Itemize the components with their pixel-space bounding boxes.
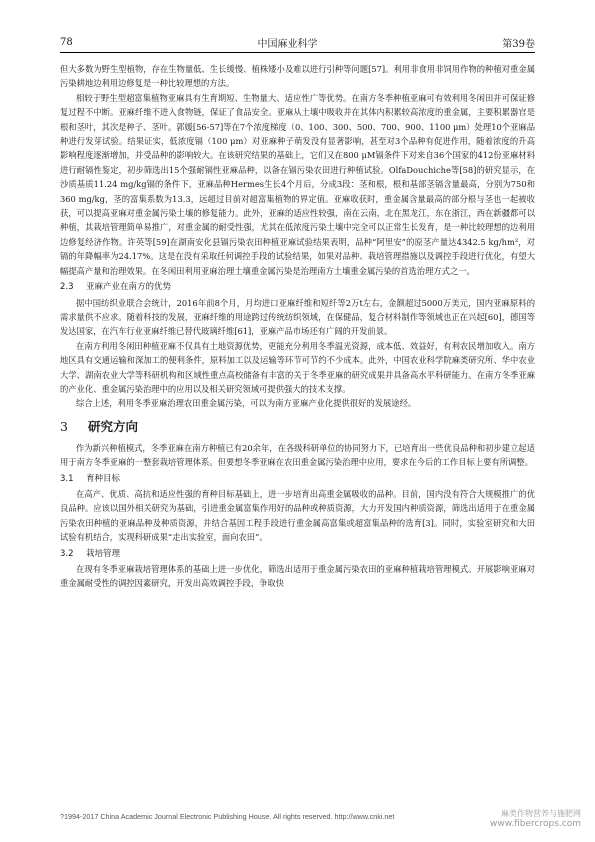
- subsection-heading-3-2: [60, 547, 535, 561]
- page-number: 78: [60, 36, 73, 48]
- section-heading-3: [60, 418, 535, 436]
- subsection-number: 2.3: [60, 282, 74, 293]
- subsection-number: 3.1: [60, 473, 74, 484]
- paragraph: 据中国纺织业联合会统计，2016年前8个月，月均进口亚麻纤维和短纤等2万t左右，金额超过5000万美元，国内亚麻原料的需求量供不应求。随着科技的发展，亚麻纤维的用途跨过传统纺织领域，在保健品，复合材料制作等领域也正在兴起[60]，德国等发达国家，在汽车行业亚麻纤维已替代玻璃纤维[61]，亚麻产品市场还有广阔的开发前景。: [60, 297, 535, 337]
- watermark-url: www.fibercrops.com: [490, 819, 581, 829]
- paragraph: 在高产、优质、高抗和适应性强的育种目标基础上，进一步培育出高重金属吸收的品种。目前，国内没有符合大规模推广的优良品种。应该以国外相关研究为基础，引进重金属富集作用好的品种或种质资源，大力开发国内种质资源，筛选出适用于在重金属污染农田种植的亚麻品种及种质资源，并结合基因工程手段进行重金属高富集或超富集品种的选育[3]。同时，实验室研究和大田试验有机结合，实现科研成果“走出实验室，面向农田”。: [60, 488, 535, 543]
- header-rule: [60, 52, 535, 53]
- paragraph: 作为新兴种植模式，冬季亚麻在南方种植已有20余年，在各级科研单位的协同努力下，已培育出一些优良品种和初步建立起适用于南方冬季亚麻的一整套栽培管理体系。但要想冬季亚麻在农田重金属污染治理中应用，要求在今后的工作目标上要有所调整。: [60, 442, 535, 468]
- copyright-footer: ?1994-2017 China Academic Journal Electronic Publishing House. All rights reserved. http://www.cnki.net: [60, 812, 395, 821]
- watermark: [490, 808, 581, 830]
- article-body: [60, 62, 535, 591]
- paragraph: 在南方利用冬闲田种植亚麻不仅具有土地资源优势，更能充分利用冬季温光资源，成本低、效益好，有利农民增加收入。南方地区具有交通运输和深加工的便利条件，原料加工以及运输等环节可节约不少成本。此外，中国农业科学院麻类研究所、华中农业大学、湖南农业大学等科研机构和区域性重点高校储备有丰富的关于冬季亚麻的研究成果并具备高水平科研能力。在南方冬季亚麻的产业化、重金属污染治理中的应用以及相关研究领域可提供强大的技术支撑。: [60, 340, 535, 394]
- subsection-title: 亚麻产业在南方的优势: [86, 282, 172, 293]
- section-title: 研究方向: [88, 418, 139, 434]
- subsection-title: 栽培管理: [86, 548, 121, 559]
- paragraph: 综合上述，利用冬季亚麻治理农田重金属污染，可以为南方亚麻产业化提供很好的发展途经。: [76, 398, 417, 409]
- subsection-title: 育种目标: [86, 473, 121, 484]
- subsection-heading-3-1: [60, 472, 535, 486]
- section-number: 3: [60, 418, 68, 434]
- paragraph-flax-advantages: 相较于野生型超富集植物亚麻具有生育期短、生物量大、适应性广等优势。在南方冬季种植亚麻可有效利用冬闲田并可保证修复过程不中断。亚麻纤维不进入食物链，保证了食品安全。亚麻从土壤中吸收并在其体内积累较高浓度的重金属，主要积累器官是根和茎叶，其次是种子、茎叶。郭媛[56-57]等在7个浓度梯度（0、100、300、500、700、900、1100 μm）处理10个亚麻品种进行发芽试验。结果证实，低浓度镉（100 μm）对亚麻种子萌发没有显著影响，甚至对3个品种有促进作用，随着浓度的升高影响程度逐渐增加，并受品种的影响较大。在该研究结果的基础上，它们又在800 μM镉条件下对来自36个国家的412份亚麻材料进行耐镉性鉴定，初步筛选出15个强耐镉性亚麻品种，以备在镉污染农田进行种植试验。OlfaDouchiche等[58]的研究显示，在沙质基质11.24 mg/kg镉的条件下，亚麻品种Hermes生长4个月后，分成3段：茎和根，根和基部茎镉含量最高，分别为750和360 mg/kg，茎的富集系数为13.3，远超过目前对超富集植物的界定值。亚麻收获时，重金属含量最高的部分根与茎也一起被收获，可以提高亚麻对重金属污染土壤的修复能力。此外，亚麻的适应性较强，南在云南，北在黑龙江，东在浙江，西在新疆都可以种植，其栽培管理简单易推广，对重金属的耐受性强，尤其在低浓度污染土壤中完全可以正常生长发育，是一种比较理想的边利用边修复经济作物。许英等[59]在湖南安化县镉污染农田种植亚麻试验结果表明，品种“阿里安”的原茎产量达4342.5 kg/hm²，对镉的年降幅率为24.17%。这是在没有采取任何调控手段的试验结果，如果对品种、栽培管理措施以及调控手段进行优化，有望大幅提高产量和治理效果。在冬闲田利用亚麻治理土壤重金属污染是治理南方土壤重金属污染的首选治理方式之一。: [60, 92, 535, 276]
- subsection-number: 3.2: [60, 548, 74, 559]
- paragraph: 在现有冬季亚麻栽培管理体系的基础上进一步优化，筛选出适用于重金属污染农田的亚麻种植栽培管理模式。开展影响亚麻对重金属耐受性的调控因素研究，开发出高效调控手段，争取快: [60, 564, 535, 589]
- subsection-heading-2-3: [60, 280, 535, 294]
- paragraph-continued: 但大多数为野生型植物，存在生物量低、生长缓慢、植株矮小及难以进行引种等问题[57]。利用非食用非饲用作物的种植对重金属污染耕地边利用边修复是一种比较理想的方法。: [60, 64, 535, 89]
- watermark-chinese: 麻类作物营养与施肥网: [501, 809, 581, 818]
- volume-label: 第39卷: [502, 38, 535, 50]
- journal-title: 中国麻业科学: [257, 38, 318, 50]
- page-header: [60, 34, 535, 50]
